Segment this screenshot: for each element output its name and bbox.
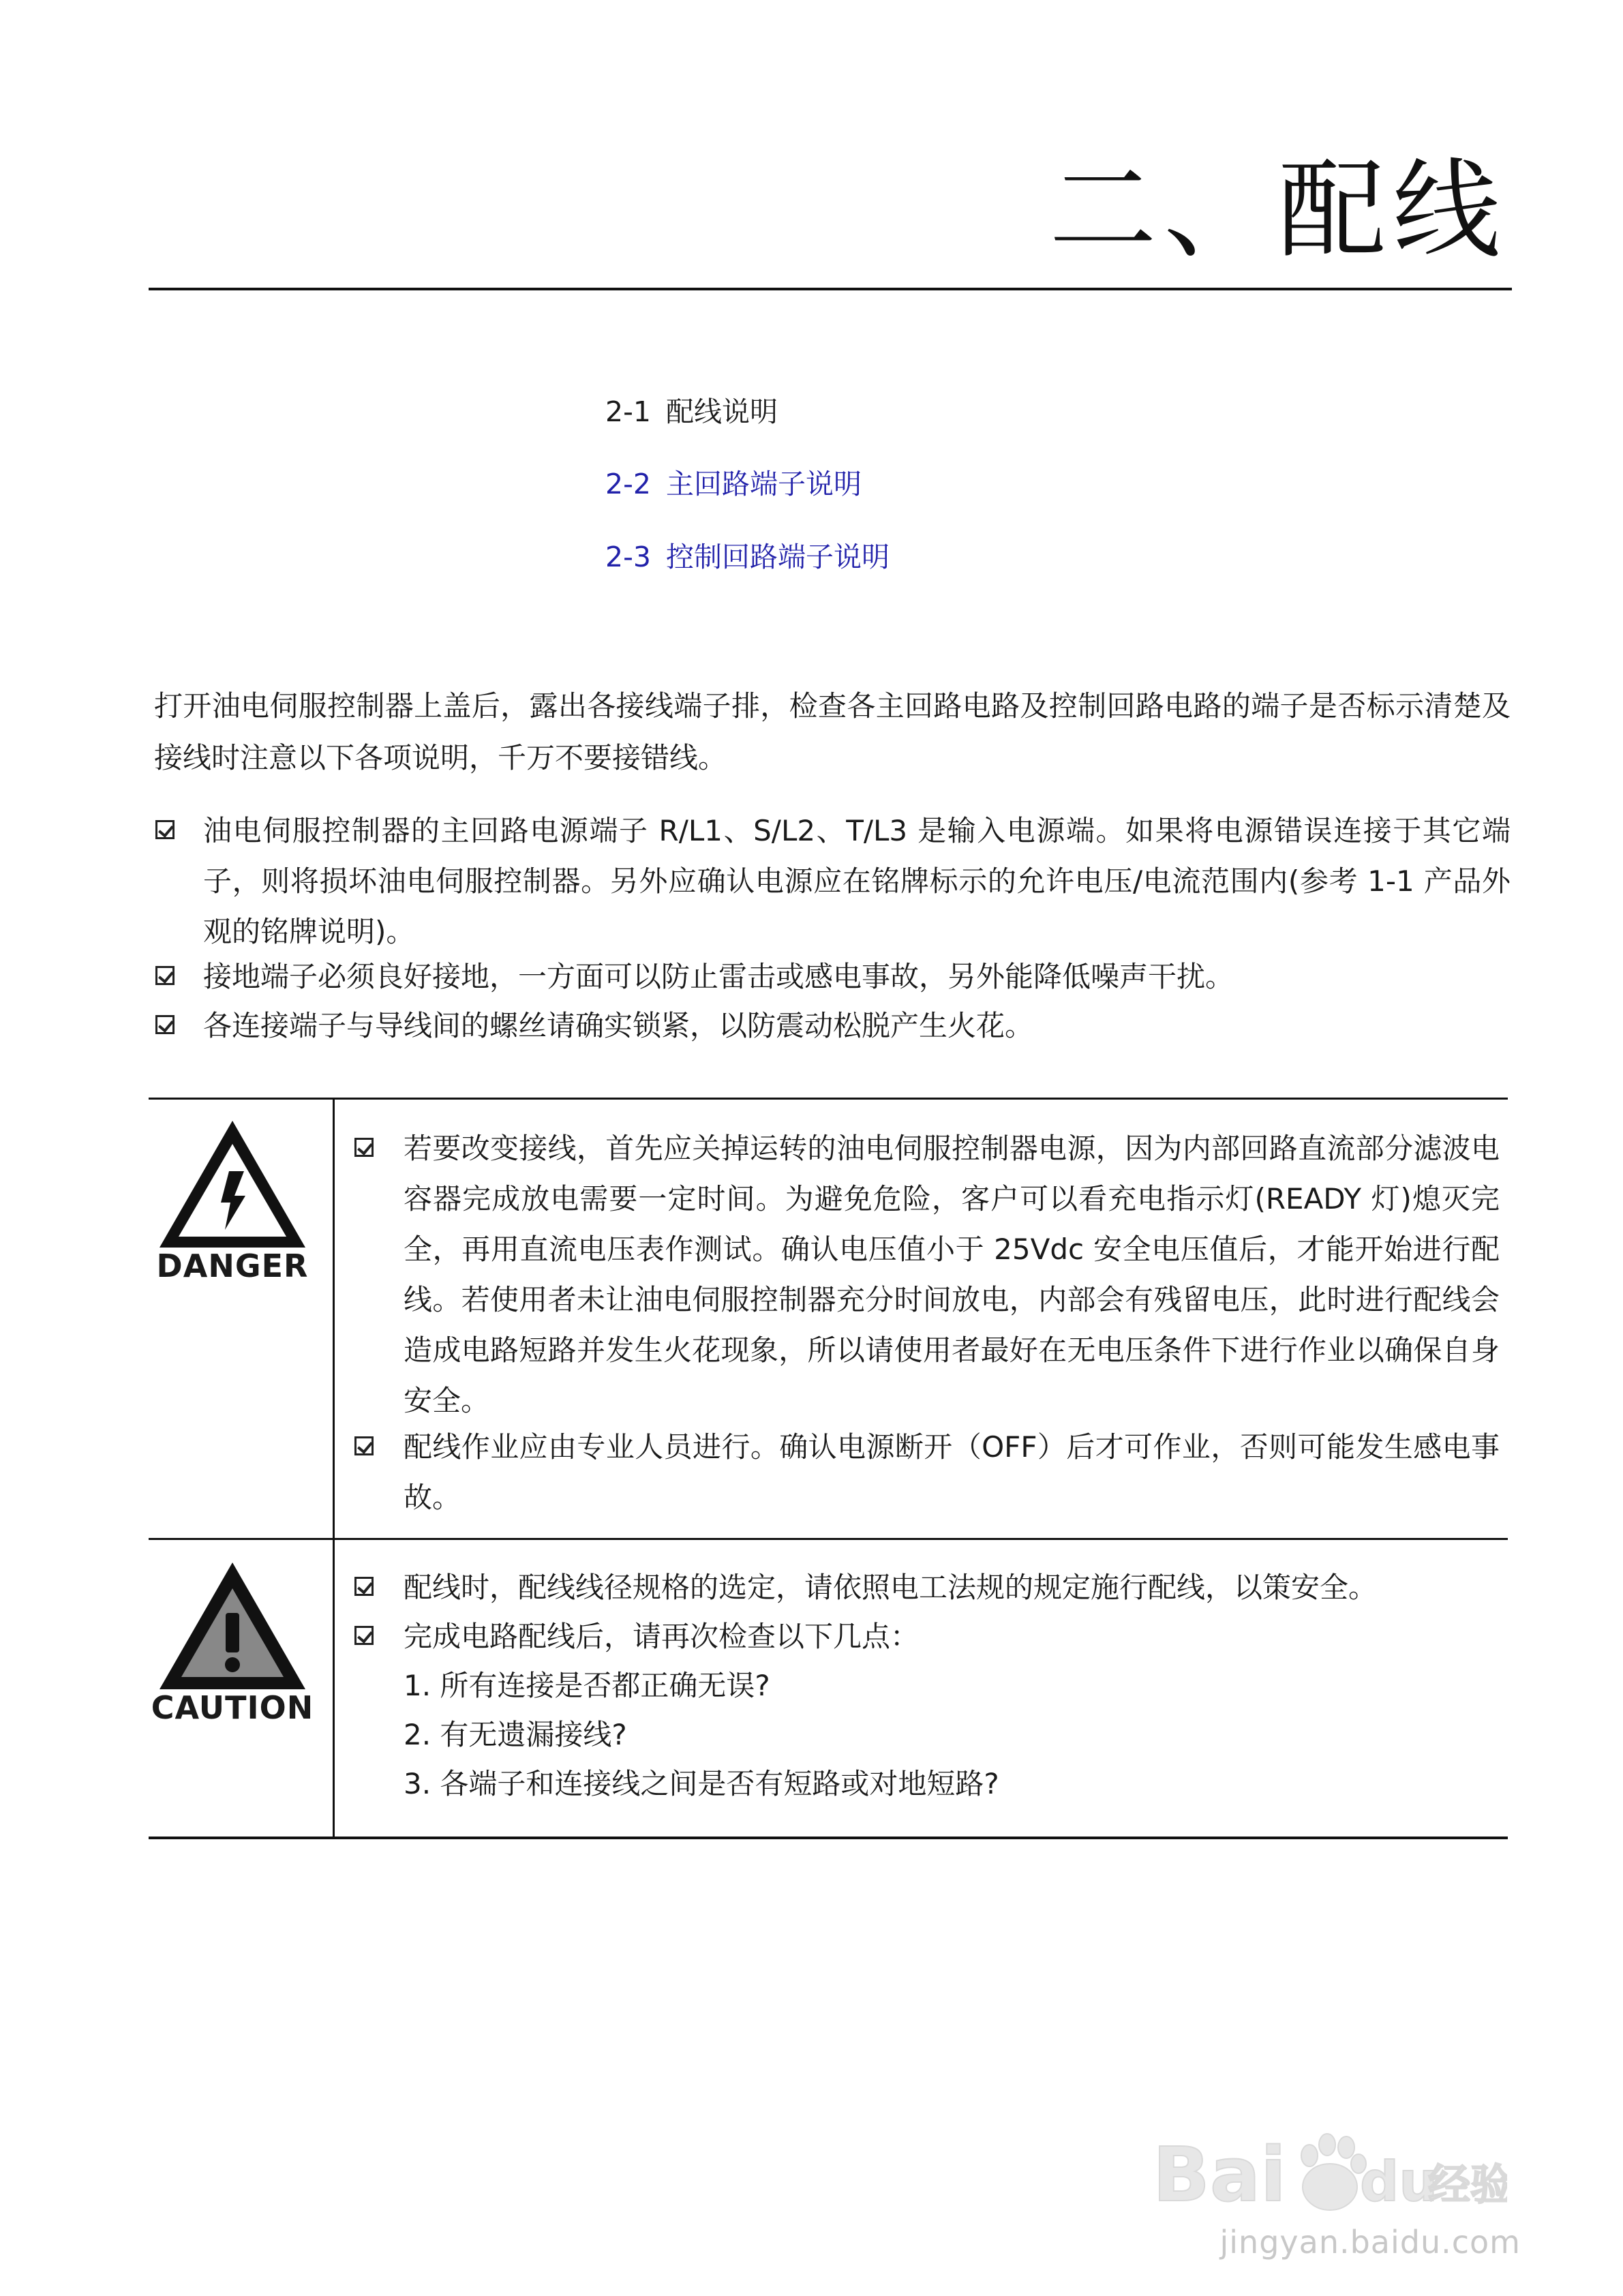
svg-text:du [1360, 2150, 1438, 2214]
checkbox-icon [354, 1626, 374, 1645]
toc-item-2-1 [605, 395, 778, 428]
caution-text: 配线时，配线线径规格的选定，请依照电工法规的规定施行配线，以策安全。 [404, 1571, 1378, 1604]
check-list-item: 3. 各端子和连接线之间是否有短路或对地短路? [404, 1767, 999, 1800]
checkbox-icon [354, 1138, 374, 1157]
baidu-jingyan-watermark [1153, 2119, 1507, 2224]
intro-paragraph: 打开油电伺服控制器上盖后，露出各接线端子排，检查各主回路电路及控制回路电路的端子是否标示清楚及接线时注意以下各项说明，千万不要接错线。 [154, 689, 1511, 774]
svg-text:Bai [1153, 2131, 1286, 2218]
danger-warning-icon [155, 1117, 309, 1252]
table-middle-border [149, 1538, 1508, 1540]
toc-number: 2-2 [605, 468, 651, 500]
table-bottom-border [149, 1837, 1508, 1839]
toc-link-2-3[interactable] [605, 543, 890, 571]
toc-number: 2-1 [605, 395, 651, 428]
checkbox-icon [354, 1577, 374, 1596]
checkbox-icon [155, 966, 175, 985]
toc-label: 控制回路端子说明 [665, 541, 890, 573]
watermark-logo-text: du [1360, 2150, 1438, 2214]
watermark-logo-text: Bai [1153, 2131, 1286, 2218]
page-title: 二、配线 [1049, 148, 1507, 273]
watermark-logo-text: 经验 [1428, 2160, 1507, 2209]
toc-link-2-2[interactable] [605, 470, 862, 498]
danger-text: 若要改变接线，首先应关掉运转的油电伺服控制器电源，因为内部回路直流部分滤波电容器完成放电需要一定时间。为避免危险，客户可以看充电指示灯(READY 灯)熄灭完全，再用直流电压表作测试。确认电压值小于 25Vdc 安全电压值后，才能开始进行配线。若使用者未让油电伺服控制器充分时间放电，内部会有残留电压，此时进行配线会造成电路短路并发生火花现象，所以请使用者最好在无电压条件下进行作业以确保自身安全。 [404, 1132, 1500, 1417]
note-text: 接地端子必须良好接地，一方面可以防止雷击或感电事故，另外能降低噪声干扰。 [203, 960, 1234, 993]
toc-label: 主回路端子说明 [665, 468, 862, 500]
check-list-item: 1. 所有连接是否都正确无误? [404, 1669, 770, 1702]
note-text: 各连接端子与导线间的螺丝请确实锁紧，以防震动松脱产生火花。 [203, 1009, 1034, 1042]
caution-text: 完成电路配线后，请再次检查以下几点： [404, 1620, 920, 1653]
watermark-url: jingyan.baidu.com [1219, 2224, 1521, 2261]
note-text: 油电伺服控制器的主回路电源端子 R/L1、S/L2、T/L3 是输入电源端。如果将电源错误连接于其它端子，则将损坏油电伺服控制器。另外应确认电源应在铭牌标示的允许电压/电流范围内(参考 1-1 产品外观的铭牌说明)。 [203, 814, 1511, 948]
checkbox-icon [155, 820, 175, 839]
danger-text: 配线作业应由专业人员进行。确认电源断开（OFF）后才可作业，否则可能发生感电事故。 [404, 1430, 1500, 1514]
toc-number: 2-3 [605, 541, 651, 573]
baidu-paw-logo-icon [1153, 2119, 1507, 2221]
danger-label: DANGER [156, 1248, 309, 1284]
caution-label: CAUTION [151, 1689, 314, 1726]
title-divider [149, 288, 1512, 290]
check-list-item: 2. 有无遗漏接线? [404, 1718, 627, 1751]
table-top-border [149, 1098, 1508, 1100]
table-column-divider [333, 1098, 335, 1839]
checkbox-icon [155, 1015, 175, 1034]
checkbox-icon [354, 1436, 374, 1455]
toc-label: 配线说明 [665, 395, 778, 428]
caution-warning-icon [155, 1558, 309, 1693]
svg-text:经验 [1428, 2160, 1507, 2209]
